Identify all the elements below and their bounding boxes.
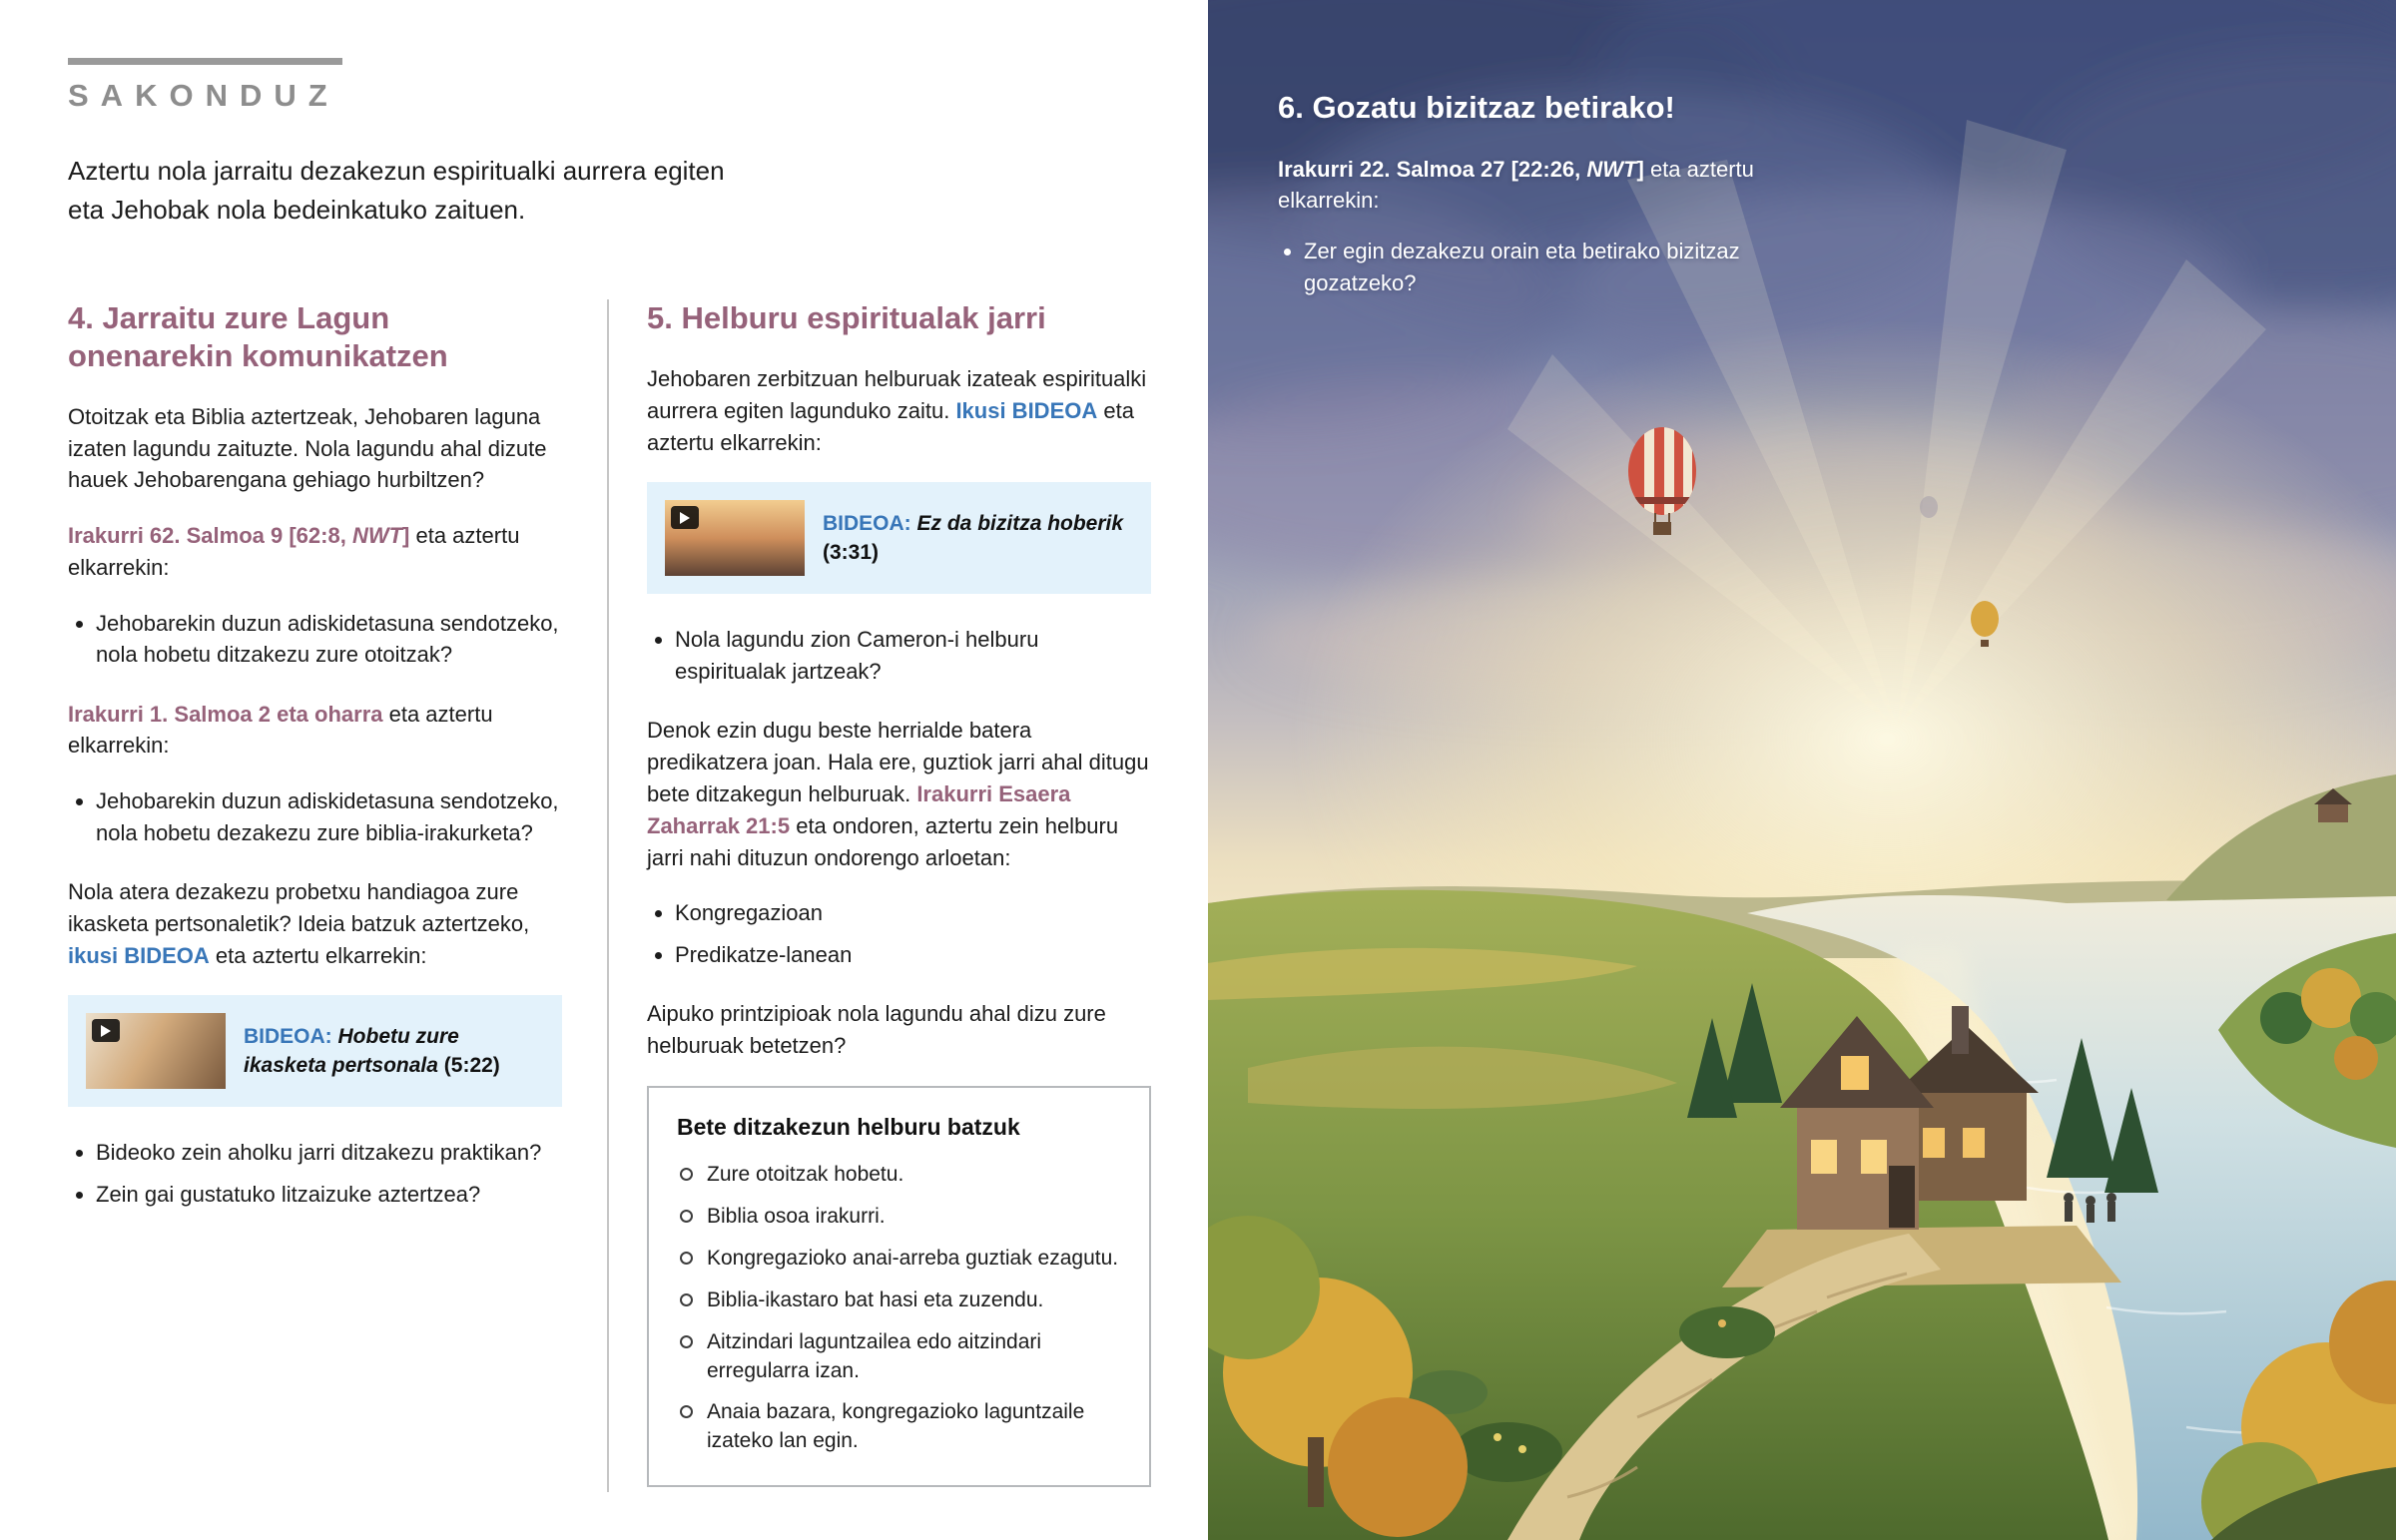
section-5-paragraph-3: Aipuko printzipioak nola lagundu ahal dizu zure helburuak betetzen? [647, 1000, 1106, 1058]
section-4-questions-1 [68, 608, 562, 670]
video-duration: (3:31) [823, 541, 880, 565]
goal-item: Aitzindari laguntzailea edo aitzindari erregularra izan. [677, 1328, 1121, 1386]
goal-area-item: • Kongregazioan [675, 897, 1151, 928]
scripture-link[interactable]: Irakurri 22. Salmoa 27 [22:26, NWT] [1278, 157, 1644, 182]
goals-list [677, 1161, 1121, 1457]
goal-area-item: • Predikatze-lanean [675, 939, 1151, 970]
question-item: • Jehobarekin duzun adiskidetasuna sendotzeko, nola hobetu dezakezu zure biblia-irakurketa? [96, 785, 562, 847]
column-divider [607, 299, 609, 1492]
play-triangle-icon [680, 512, 690, 524]
question-item: • Nola lagundu zion Cameron-i helburu espiritualak jartzeak? [675, 624, 1151, 686]
goals-box [647, 1086, 1151, 1488]
kicker-rule [68, 58, 342, 65]
illustration-panel [1208, 0, 2396, 1540]
section-4-questions-2 [68, 785, 562, 847]
section-5-video-questions [647, 624, 1151, 686]
goals-box-title: Bete ditzakezun helburu batzuk [677, 1113, 1020, 1140]
hot-air-balloon-faint [1920, 496, 1938, 518]
section-4-paragraph-1: Otoitzak eta Biblia aztertzeak, Jehobaren laguna izaten lagundu zaituzte. Nola lagundu ahal dizute hauek Jehobarengana gehiago hurbiltzen? [68, 403, 547, 493]
lesson-intro: Aztertu nola jarraitu dezakezun espiritualki aurrera egiten eta Jehobak nola bedeinkatuko zaituen. [68, 156, 725, 225]
video-title: Hobetu zure ikasketa pertsonala [244, 1024, 459, 1078]
column-section-4 [68, 299, 562, 1238]
video-thumbnail[interactable] [665, 500, 805, 576]
video-link[interactable]: ikusi BIDEOA [68, 942, 210, 968]
video-card-study[interactable] [68, 995, 562, 1107]
goal-item: Biblia osoa irakurri. [677, 1203, 1121, 1232]
play-icon[interactable] [92, 1019, 120, 1042]
question-item: • Jehobarekin duzun adiskidetasuna sendotzeko, nola hobetu ditzakezu zure otoitzak? [96, 608, 562, 670]
section-5-title: 5. Helburu espiritualak jarri [647, 300, 1046, 335]
section-6-reference: Irakurri 22. Salmoa 27 [22:26, NWT] eta aztertu elkarrekin: [1278, 157, 1754, 214]
section-4-video-questions [68, 1137, 562, 1209]
video-card-goals[interactable] [647, 482, 1151, 594]
goal-item: Biblia-ikastaro bat hasi eta zuzendu. [677, 1286, 1121, 1315]
section-5-paragraph-1: Jehobaren zerbitzuan helburuak izateak espiritualki aurrera egiten lagunduko zaitu. Ikusi BIDEOA eta aztertu elkarrekin: [647, 365, 1147, 455]
video-caption [823, 509, 1123, 569]
column-section-5 [647, 299, 1151, 1487]
play-icon[interactable] [671, 506, 699, 529]
section-4-reference-2: Irakurri 1. Salmoa 2 eta oharra eta aztertu elkarrekin: [68, 701, 493, 759]
goal-item: Anaia bazara, kongregazioko laguntzaile izateko lan egin. [677, 1398, 1121, 1456]
video-thumbnail[interactable] [86, 1013, 226, 1089]
question-item: • Zer egin dezakezu orain eta betirako bizitzaz gozatzeko? [1304, 236, 1763, 297]
question-item: • Zein gai gustatuko litzaizuke aztertzea? [96, 1179, 562, 1210]
section-6-questions [1278, 236, 1787, 297]
section-5-paragraph-2: Denok ezin dugu beste herrialde batera predikatzera joan. Hala ere, guztiok jarri ahal ditugu bete ditzakegun helburuak. Irakurri Esaera Zaharrak 21:5 eta ondoren, aztertu zein helburu jarri nahi dituzun ondorengo arloetan: [647, 717, 1149, 870]
kicker-heading: SAKONDUZ [68, 78, 339, 113]
section-4-title: 4. Jarraitu zure Lagun onenarekin komunikatzen [68, 300, 448, 373]
video-caption [244, 1022, 544, 1082]
video-label: BIDEOA: [823, 511, 911, 535]
question-item: • Bideoko zein aholku jarri ditzakezu praktikan? [96, 1137, 562, 1168]
section-5-goal-areas [647, 897, 1151, 969]
section-4-reference-1: Irakurri 62. Salmoa 9 [62:8, NWT] eta aztertu elkarrekin: [68, 523, 520, 581]
section-4-paragraph-2: Nola atera dezakezu probetxu handiagoa zure ikasketa pertsonaletik? Ideia batzuk aztertzeko, ikusi BIDEOA eta aztertu elkarrekin: [68, 878, 530, 968]
scripture-link[interactable]: Irakurri 1. Salmoa 2 eta oharra [68, 701, 383, 727]
section-6-title: 6. Gozatu bizitzaz betirako! [1278, 90, 1675, 125]
goal-item: Zure otoitzak hobetu. [677, 1161, 1121, 1190]
video-title: Ez da bizitza hoberik [916, 511, 1124, 535]
video-link[interactable]: Ikusi BIDEOA [955, 397, 1098, 423]
play-triangle-icon [101, 1025, 111, 1037]
people-group [2064, 1193, 2116, 1223]
section-6 [1278, 90, 1787, 308]
goal-item: Kongregazioko anai-arreba guztiak ezagutu. [677, 1245, 1121, 1274]
video-label: BIDEOA: [244, 1024, 332, 1048]
video-duration: (5:22) [443, 1054, 500, 1078]
scripture-link[interactable]: Irakurri 62. Salmoa 9 [62:8, NWT] [68, 523, 410, 549]
scripture-link[interactable]: Irakurri Esaera Zaharrak 21:5 [647, 780, 1071, 838]
